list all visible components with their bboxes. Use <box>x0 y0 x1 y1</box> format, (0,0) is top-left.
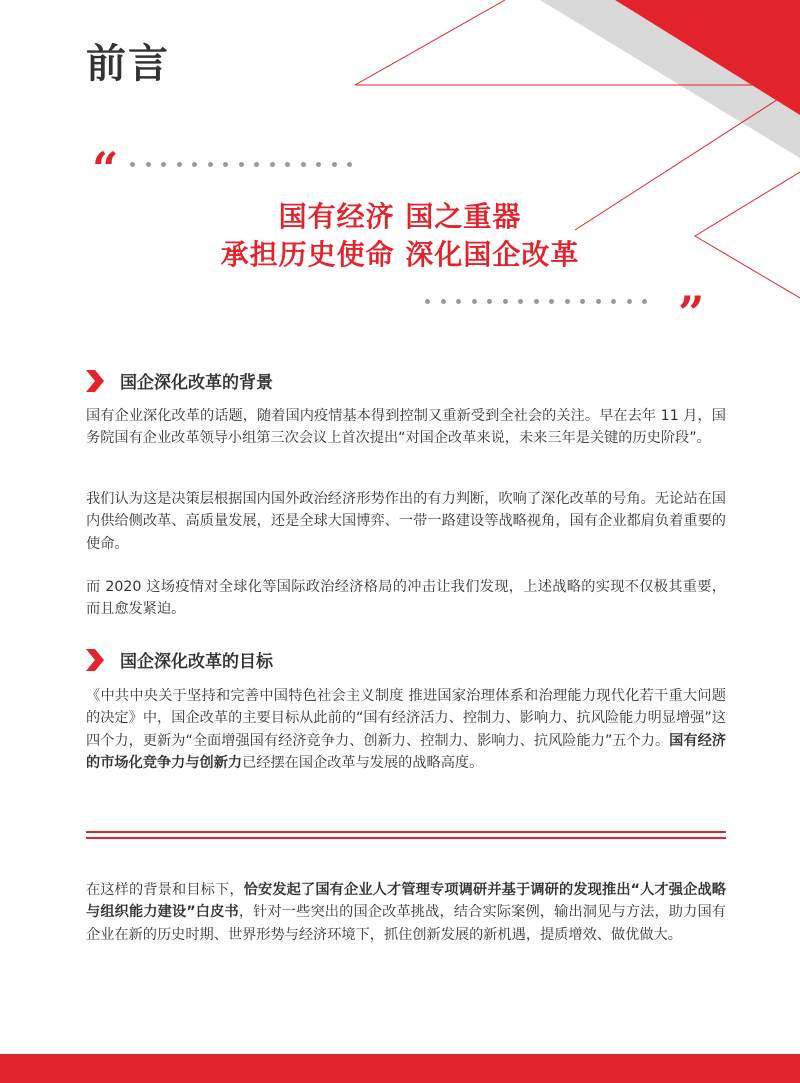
slogan-line-2: 承担历史使命 深化国企改革 <box>220 238 580 271</box>
background-paragraph-1: 国有企业深化改革的话题，随着国内疫情基本得到控制又重新受到全社会的关注。早在去年 11 月，国务院国有企业改革领导小组第三次会议上首次提出“对国企改革来说，未来三年是关键的历史阶段”。 <box>86 408 726 447</box>
bottom-accent-bar <box>0 1054 800 1083</box>
slogan-line-1: 国有经济 国之重器 <box>278 200 522 233</box>
corner-gray-band <box>540 0 800 158</box>
chevron-right-icon <box>86 649 104 671</box>
diagonal-line-top <box>355 0 505 85</box>
goals-highlight: 国有经济的市场化竞争力与创新力 <box>86 732 726 772</box>
section-heading-background <box>86 368 273 393</box>
chevron-right-icon <box>86 370 104 392</box>
divider-line <box>86 831 726 833</box>
section-title: 国企深化改革的目标 <box>120 652 273 672</box>
closing-lead: 在这样的背景和目标下， <box>86 882 244 898</box>
corner-red-band <box>615 0 800 115</box>
dot-line-top <box>130 162 352 168</box>
goals-text: 《中共中央关于坚持和完善中国特色社会主义制度 推进国家治理体系和治理能力现代化若干重大问题的决定》中，国企改革的主要目标从此前的“国有经济活力、控制力、影响力、抗风险能力明显增强”这四个力，更新为“全面增强国有经济竞争力、创新力、控制力、影响力、抗风险能力”五个力。 <box>86 688 726 749</box>
section-heading-goals <box>86 647 273 672</box>
open-quote-mark: “ <box>92 142 119 196</box>
closing-highlight: 恰安发起了国有企业人才管理专项调研并基于调研的发现推出“人才强企战略与组织能力建设”白皮书 <box>86 882 726 921</box>
section-title: 国企深化改革的背景 <box>120 373 273 393</box>
page-title: 前言 <box>86 41 170 87</box>
close-quote-mark: ” <box>678 286 705 340</box>
divider-line <box>86 837 726 839</box>
closing-paragraph <box>86 879 726 946</box>
background-paragraph-2: 我们认为这是决策层根据国内国外政治经济形势作出的有力判断，吹响了深化改革的号角。无论站在国内供给侧改革、高质量发展，还是全球大国博弈、一带一路建设等战略视角，国有企业都肩负着重要的使命。 <box>86 491 726 552</box>
dot-line-bottom <box>425 299 647 305</box>
goals-paragraph <box>86 685 726 775</box>
goals-text-tail: 已经摆在国企改革与发展的战略高度。 <box>242 755 484 772</box>
background-paragraph-3: 而 2020 这场疫情对全球化等国际政治经济格局的冲击让我们发现，上述战略的实现不仅极其重要，而且愈发紧迫。 <box>86 579 726 618</box>
closing-tail: ，针对一些突出的国企改革挑战，结合实际案例，输出洞见与方法，助力国有企业在新的历史时期、世界形势与经济环境下，抓住创新发展的新机遇，提质增效、做优做大。 <box>86 904 726 943</box>
